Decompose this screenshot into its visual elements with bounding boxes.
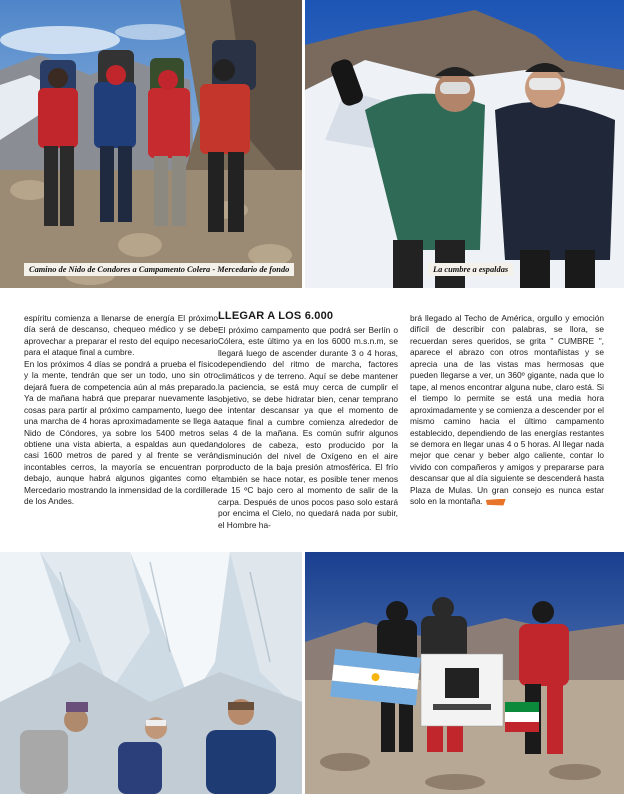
article-column-2 <box>218 325 398 531</box>
article-column-3 <box>410 313 604 508</box>
paragraph: En los próximos 4 días se pondrá a prueba el físico y la mente, tendrán que ser un todo, uno sin otro dejará fuera de competencia aún al más preparado. Ya de mañana habrá que preparar nuevamente las cosas para partir al próximo campamento, luego de una marcha de 4 horas aproximadamente se llega a Nido de Cóndores, ya sobre los 5400 metros se obtiene una vista abierta, a espaldas aun quedan casi 1600 metros de pared y al frente se verán incontables cerros, la mayoría se encuentran por debajo, aunque habrá algunos gigantes como el Mercedario mostrando la inmensidad de la cordillera de los Andes. <box>24 358 218 507</box>
photo-caption: Camino de Nido de Condores a Campamento Colera - Mercedario de fondo <box>24 263 294 276</box>
paragraph: espíritu comienza a llenarse de energía El próximo día será de descanso, chequeo médico y se debe aprovechar a preparar el resto del equipo necesario para el ataque final a cumbre. <box>24 313 218 358</box>
photo-summit-flags <box>305 552 624 794</box>
paragraph-text: brá llegado al Techo de América, orgullo y emoción difícil de describir con palabras, se llora, se recuerdan seres queridos, se grita " CUMBRE ", aparece el abrazo con otros montañistas y se aprecia una de las vistas mas hermosas que pueden llegarse a ver, un 360º gigante, nada que lo tape, al menos encontrar alguna nube, claro está. Si el tiempo lo permite se está una media hora aproximadamente y se comienza a descender por el mismo camino hacia el último campamento establecido, dependiendo de las energías restantes se demora en llegar unas 4 o 5 horas. Al llegar nada mejor que cenar y beber algo caliente, contar lo vivido con compañeros y amigos y prepararse para descansar que al día siguiente se descenderá hasta Plaza de Mulas. Un gran consejo es nunca estar solo en la montaña. <box>410 313 604 507</box>
photo-summit-climbers <box>305 0 624 288</box>
photo-trail-climbers <box>0 0 302 288</box>
paragraph: El próximo campamento que podrá ser Berlín o Cólera, este último ya en los 6000 m.s.n.m, se llegará luego de ascender durante 3 o 4 horas, dependiendo del ritmo de marcha, factores climáticos y de terreno. Aquí se debe mantener la paciencia, se está muy cerca de cumplir el objetivo, se debe hidratar bien, cenar temprano e intentar descansar ya que el momento de ataque final a cumbre comienza alrededor de las 4 de la mañana. Es común sufrir algunos dolores de cabeza, esto producido por la disminución del nivel de Oxígeno en el aire producto de la baja presión atmosférica. El frío también se hace notar, es posible tener menos de 15 ºC bajo cero al momento de salir de la carpa. Después de unos pocos paso solo estará por encima el Cielo, no quedará nada por subir, el Hombre ha- <box>218 325 398 530</box>
photo-caption: La cumbre a espaldas <box>428 263 513 276</box>
paragraph <box>410 313 604 508</box>
article-column-1 <box>24 313 218 508</box>
end-mark-icon <box>486 499 506 506</box>
section-heading: LLEGAR A LOS 6.000 <box>218 310 334 322</box>
photo-ice-penitentes <box>0 552 302 794</box>
